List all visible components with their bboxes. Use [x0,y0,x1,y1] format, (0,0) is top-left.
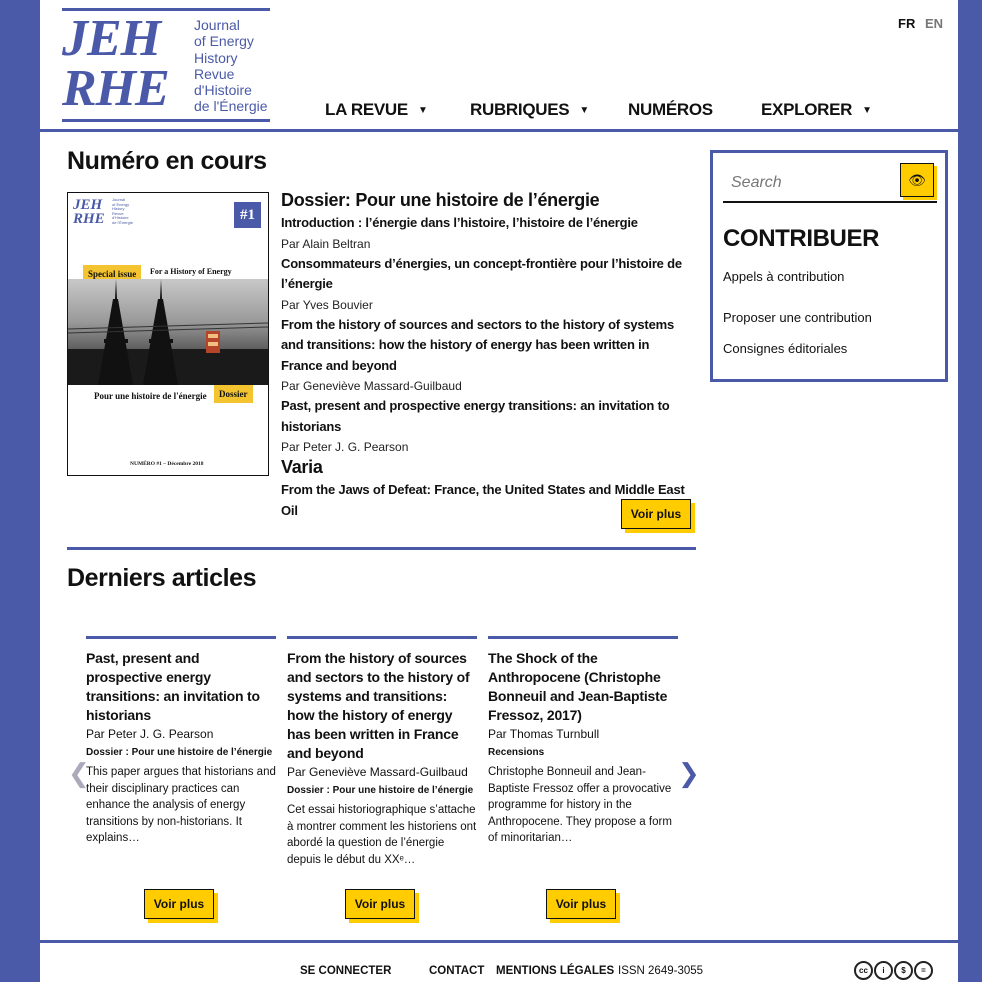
cover-logo-small-line: of Energy [112,201,130,207]
issue-article-title[interactable]: From the history of sources and sectors to the history of systems and transitions: how the history of energy has been written in France and beyond [281,316,674,373]
lang-fr-link[interactable]: FR [898,16,916,31]
site-footer [40,940,958,982]
nav-explorer[interactable] [761,100,872,120]
carousel-next-arrow-icon[interactable]: ❯ [678,758,700,788]
card-title[interactable]: Past, present and prospective energy transitions: an invitation to historians [86,650,260,723]
article-card[interactable] [287,636,477,876]
card-excerpt: Cet essai historiographique s’attache à montrer comment les historiens ont abordé la question de l’énergie depuis le début du XXᵉ… [287,804,477,866]
nav-la-revue[interactable] [325,100,428,120]
nav-label: EXPLORER [761,100,853,119]
search-input[interactable] [731,171,891,195]
card-more-button[interactable]: Voir plus [546,889,616,919]
latest-articles-carousel [86,636,686,876]
cover-footer: NUMÉRO #1 – Décembre 2018 [130,461,204,467]
issue-article-title[interactable]: Introduction : l’énergie dans l’histoire, l’histoire de l’énergie [281,215,638,230]
nav-label: RUBRIQUES [470,100,570,119]
cc-by-icon: i [874,961,893,980]
logo-rhe: RHE [62,60,169,117]
cover-dossier-badge: Dossier [214,385,253,403]
logo-line: History [194,49,238,66]
creative-commons-license[interactable] [854,961,933,980]
nav-label: LA REVUE [325,100,408,119]
cc-nd-icon: = [914,961,933,980]
caret-down-icon: ▼ [417,105,428,116]
issue-article-title[interactable]: Consommateurs d’énergies, un concept-frontière pour l’histoire de l’énergie [281,255,682,291]
contact-link[interactable]: CONTACT [429,965,485,977]
legal-link[interactable]: MENTIONS LÉGALES [496,965,615,977]
issue-article-author: Par Yves Bouvier [281,297,373,312]
issue-article-author: Par Geneviève Massard-Guilbaud [281,379,462,393]
current-issue-heading: Numéro en cours [67,147,267,175]
contribute-heading: CONTRIBUER [723,225,879,252]
carousel-prev-arrow-icon[interactable]: ❮ [68,758,90,788]
card-rubric: Dossier : Pour une histoire de l’énergie [86,747,273,758]
cover-logo-line: RHE [73,211,105,227]
card-author: Par Geneviève Massard-Guilbaud [287,765,468,779]
issue-cover[interactable] [67,192,269,476]
card-rubric: Dossier : Pour une histoire de l’énergie [287,785,474,796]
cover-logo-small-line: History [112,206,125,211]
logo-line: de l'Énergie [194,98,268,115]
issue-article-title[interactable]: From the Jaws of Defeat: France, the United States and Middle East Oil [281,482,685,518]
varia-heading: Varia [281,457,323,477]
card-excerpt: Christophe Bonneuil and Jean-Baptiste Fressoz offer a provocative programme for history in the Anthropocene. They propose a form of minoritarian… [488,766,672,844]
latest-heading: Derniers articles [67,564,257,592]
cover-special-badge: Special issue [83,265,141,283]
card-excerpt: This paper argues that historians and their disciplinary practices can enhance the analysis of energy transitions by non-historians. It explains… [86,766,276,844]
login-link[interactable]: SE CONNECTER [300,965,392,977]
card-rubric: Recensions [488,747,545,758]
card-more-button[interactable]: Voir plus [345,889,415,919]
cover-subtitle: For a History of Energy [150,267,232,276]
section-divider [67,547,696,550]
issue-article-author: Par Alain Beltran [281,236,371,251]
cover-issue-number: #1 [234,202,261,228]
dossier-heading: Dossier: Pour une histoire de l’énergie [281,190,600,210]
card-author: Par Thomas Turnbull [488,727,600,741]
nav-rubriques[interactable] [470,100,589,120]
cover-logo-small-line: d'Histoire [112,215,129,220]
search-box [723,163,937,203]
nav-numeros[interactable] [628,100,713,120]
logo-line: Journal [194,17,240,33]
cover-logo [73,198,105,226]
cover-logo-line: JEH [73,197,103,213]
cover-title: Pour une histoire de l'énergie [94,391,207,401]
logo-jeh: JEH [62,10,161,67]
logo-line: Revue [194,65,235,82]
article-card[interactable] [488,636,678,876]
logo-line: of Energy [194,33,254,50]
logo-line: d'Histoire [194,82,252,99]
cover-logo-subtitle [112,198,133,225]
cover-logo-small-line: de l'Énergie [112,219,133,225]
caret-down-icon: ▼ [862,105,872,116]
cc-icon: cc [854,961,873,980]
sidebar-contribute [710,150,948,382]
cover-logo-small-line: Journal [112,197,126,202]
eiffel-tower-image [68,279,268,385]
card-author: Par Peter J. G. Pearson [86,727,214,741]
article-card[interactable] [86,636,276,876]
cc-nc-icon: $ [894,961,913,980]
card-more-button[interactable]: Voir plus [144,889,214,919]
issn-text: ISSN 2649-3055 [618,965,704,977]
site-logo[interactable] [62,8,270,122]
card-title[interactable]: From the history of sources and sectors to the history of systems and transitions: how the history of energy has been written in France and beyond [287,650,470,761]
calls-link[interactable]: Appels à contribution [723,269,845,284]
cover-photo [68,279,268,385]
lang-en-link[interactable]: EN [925,16,944,31]
submit-link[interactable]: Proposer une contribution [723,310,872,325]
logo-subtitle [194,17,268,115]
issue-more-button[interactable]: Voir plus [621,499,691,529]
issue-article-title[interactable]: Past, present and prospective energy transitions: an invitation to historians [281,398,670,434]
page [40,0,958,982]
guidelines-link[interactable]: Consignes éditoriales [723,341,848,356]
issue-article-author: Par Peter J. G. Pearson [281,440,409,454]
site-header [40,0,958,132]
nav-label: NUMÉROS [628,100,713,119]
caret-down-icon: ▼ [579,105,589,116]
card-title[interactable]: The Shock of the Anthropocene (Christophe Bonneuil and Jean-Baptiste Fressoz, 2017) [488,650,668,723]
cover-logo-small-line: Revue [112,210,124,216]
eye-icon[interactable]: 👁 [900,163,934,197]
